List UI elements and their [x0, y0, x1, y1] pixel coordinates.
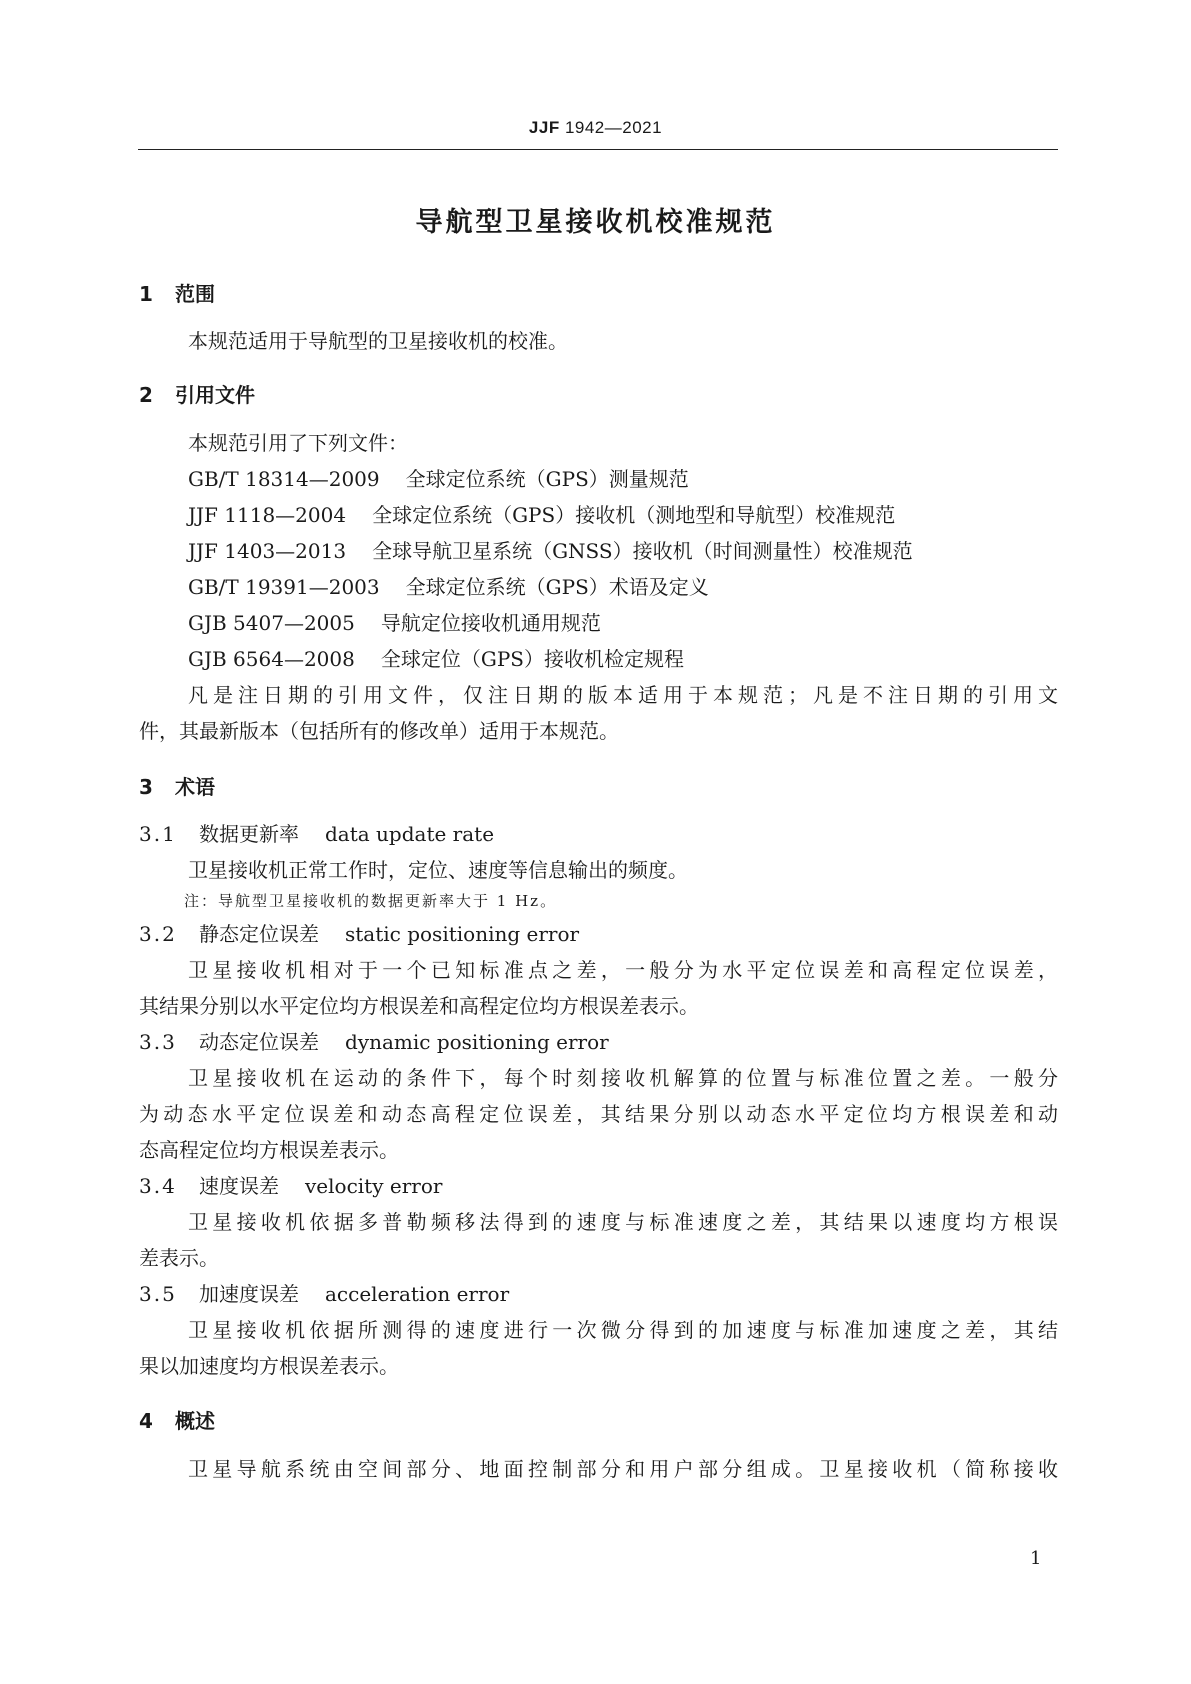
reference-name: 全球定位系统（GPS）测量规范: [405, 467, 689, 491]
term-english: acceleration error: [325, 1282, 510, 1306]
reference-code: GB/T 18314—2009: [188, 467, 380, 491]
reference-code: GB/T 19391—2003: [188, 575, 380, 599]
section-title: 术语: [175, 775, 215, 799]
section-title: 引用文件: [175, 383, 255, 407]
section-4-heading: [139, 1405, 215, 1434]
term-english: data update rate: [325, 822, 495, 846]
reference-name: 全球定位（GPS）接收机检定规程: [380, 647, 684, 671]
reference-name: 全球导航卫星系统（GNSS）接收机（时间测量性）校准规范: [372, 539, 913, 563]
header-code-number: 1942—2021: [564, 118, 663, 137]
section-number: 1: [139, 282, 153, 306]
page-number: 1: [1030, 1548, 1042, 1569]
section-2-heading: [139, 379, 255, 408]
term-3-2-heading: [139, 920, 579, 948]
reference-item: [188, 537, 913, 565]
header-rule: [138, 149, 1058, 150]
term-3-4-heading: [139, 1172, 442, 1200]
term-3-3-definition-line-3: 态高程定位均方根误差表示。: [139, 1138, 399, 1162]
term-english: velocity error: [305, 1174, 443, 1198]
reference-item: [188, 573, 709, 601]
term-3-3-definition-line-1: 卫星接收机在运动的条件下，每个时刻接收机解算的位置与标准位置之差。一般分: [188, 1066, 1058, 1090]
section-4-paragraph-line-1: 卫星导航系统由空间部分、地面控制部分和用户部分组成。卫星接收机（简称接收: [188, 1457, 1058, 1481]
term-chinese: 速度误差: [199, 1174, 279, 1198]
term-3-3-heading: [139, 1028, 609, 1056]
section-title: 概述: [175, 1409, 215, 1433]
document-title: 导航型卫星接收机校准规范: [415, 207, 776, 238]
references-closing-line-2: 件，其最新版本（包括所有的修改单）适用于本规范。: [139, 719, 619, 743]
term-english: dynamic positioning error: [345, 1030, 609, 1054]
reference-name: 全球定位系统（GPS）术语及定义: [405, 575, 709, 599]
reference-code: GJB 6564—2008: [188, 647, 355, 671]
section-title: 范围: [175, 282, 215, 306]
term-number: 3.3: [139, 1030, 177, 1054]
section-1-paragraph: 本规范适用于导航型的卫星接收机的校准。: [188, 329, 568, 353]
term-english: static positioning error: [345, 922, 580, 946]
reference-item: [188, 465, 689, 493]
term-number: 3.2: [139, 922, 177, 946]
references-closing-line-1: 凡是注日期的引用文件，仅注日期的版本适用于本规范；凡是不注日期的引用文: [188, 683, 1058, 707]
term-3-5-definition-line-1: 卫星接收机依据所测得的速度进行一次微分得到的加速度与标准加速度之差，其结: [188, 1318, 1058, 1342]
section-1-heading: [139, 278, 215, 307]
reference-name: 导航定位接收机通用规范: [380, 611, 601, 635]
term-3-5-definition-line-2: 果以加速度均方根误差表示。: [139, 1354, 399, 1378]
section-3-heading: [139, 771, 215, 800]
reference-code: JJF 1403—2013: [188, 539, 347, 563]
term-chinese: 加速度误差: [199, 1282, 299, 1306]
references-intro: 本规范引用了下列文件：: [188, 431, 408, 455]
term-3-5-heading: [139, 1280, 509, 1308]
header-standard-code: [0, 118, 1191, 138]
header-code-prefix: JJF: [528, 118, 560, 137]
reference-item: [188, 609, 601, 637]
section-number: 4: [139, 1409, 153, 1433]
reference-code: JJF 1118—2004: [188, 503, 347, 527]
reference-code: GJB 5407—2005: [188, 611, 355, 635]
term-3-2-definition-line-1: 卫星接收机相对于一个已知标准点之差，一般分为水平定位误差和高程定位误差，: [188, 958, 1058, 982]
term-3-4-definition-line-2: 差表示。: [139, 1246, 219, 1270]
term-3-2-definition-line-2: 其结果分别以水平定位均方根误差和高程定位均方根误差表示。: [139, 994, 699, 1018]
term-chinese: 静态定位误差: [199, 922, 319, 946]
term-3-1-heading: [139, 820, 494, 848]
reference-name: 全球定位系统（GPS）接收机（测地型和导航型）校准规范: [372, 503, 896, 527]
term-chinese: 动态定位误差: [199, 1030, 319, 1054]
term-number: 3.5: [139, 1282, 177, 1306]
reference-item: [188, 501, 895, 529]
term-3-1-definition: 卫星接收机正常工作时，定位、速度等信息输出的频度。: [188, 858, 688, 882]
term-3-4-definition-line-1: 卫星接收机依据多普勒频移法得到的速度与标准速度之差，其结果以速度均方根误: [188, 1210, 1058, 1234]
term-chinese: 数据更新率: [199, 822, 299, 846]
term-3-1-note: 注：导航型卫星接收机的数据更新率大于 1 Hz。: [184, 892, 558, 910]
term-3-3-definition-line-2: 为动态水平定位误差和动态高程定位误差，其结果分别以动态水平定位均方根误差和动: [139, 1102, 1058, 1126]
reference-item: [188, 645, 684, 673]
section-number: 2: [139, 383, 153, 407]
term-number: 3.1: [139, 822, 177, 846]
section-number: 3: [139, 775, 153, 799]
term-number: 3.4: [139, 1174, 177, 1198]
